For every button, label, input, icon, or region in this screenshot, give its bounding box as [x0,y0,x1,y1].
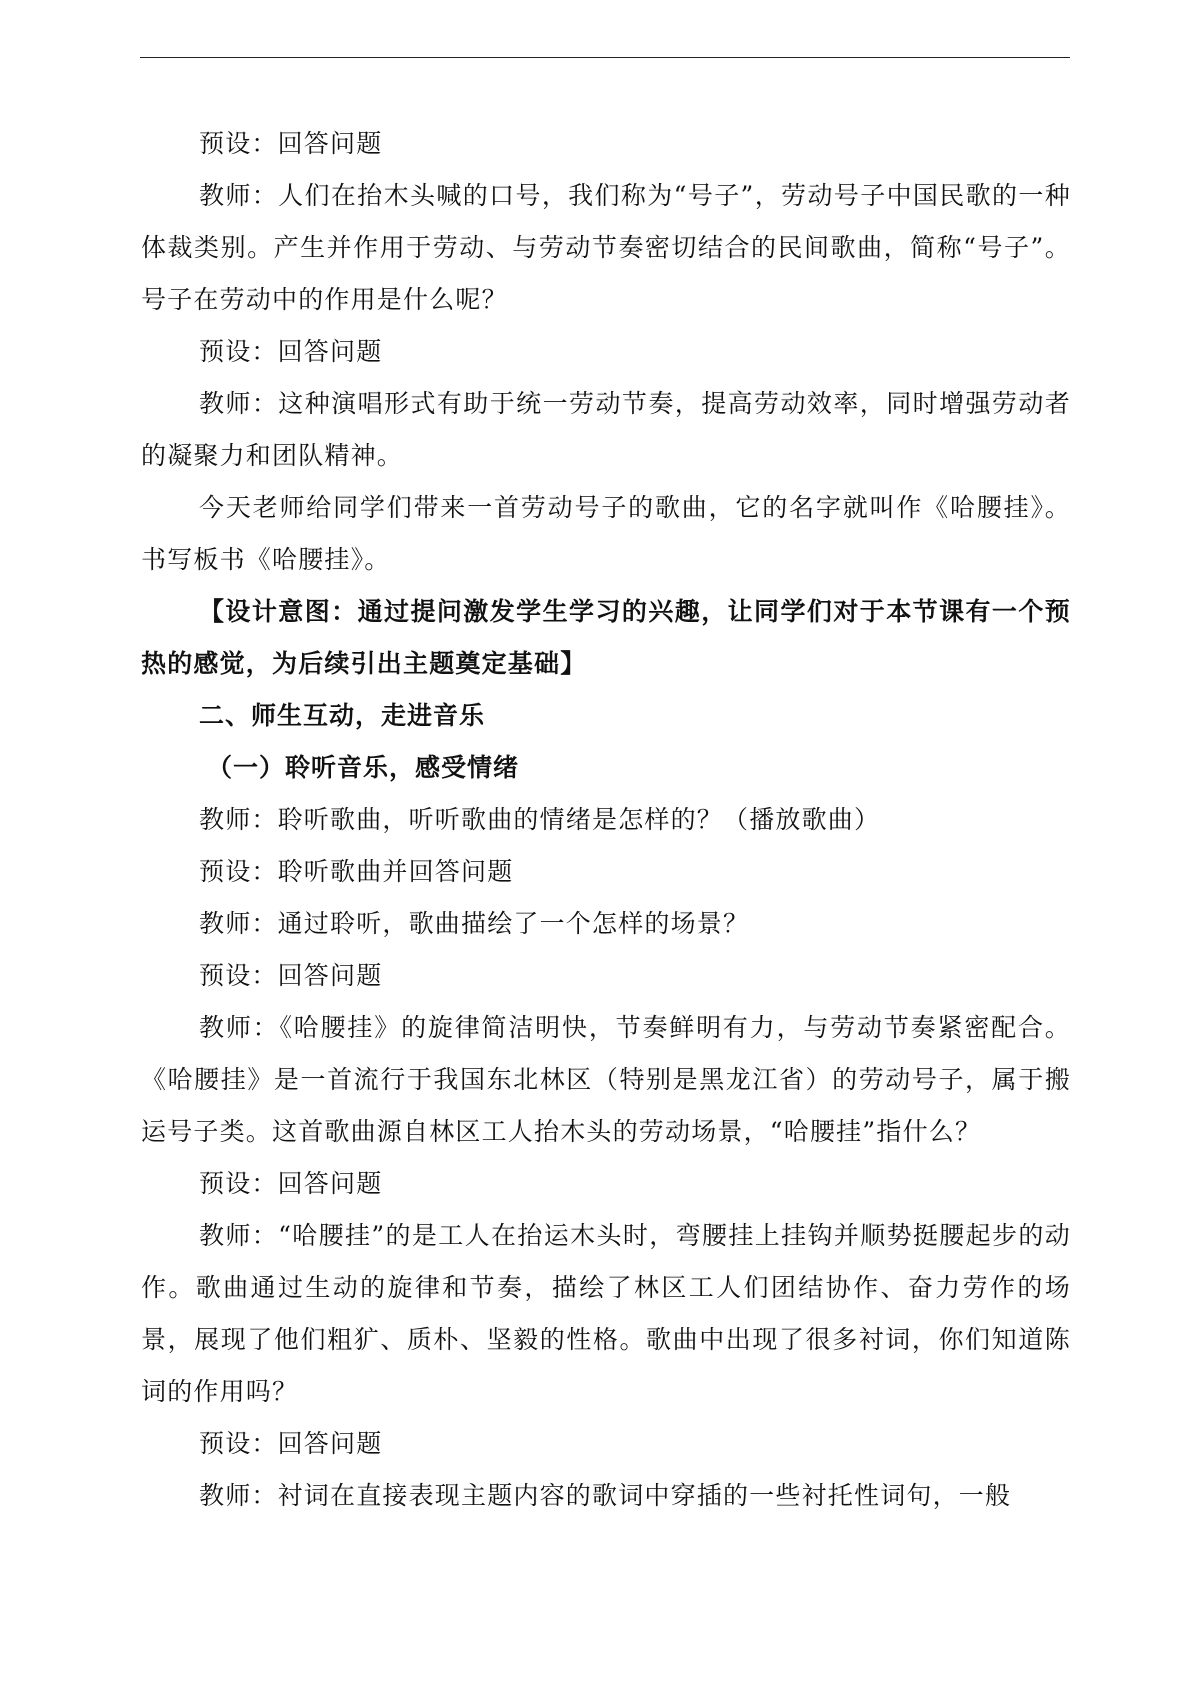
paragraph-teacher-haozi-function: 教师：这种演唱形式有助于统一劳动节奏，提高劳动效率，同时增强劳动者的凝聚力和团队精神。 [141,389,1071,470]
paragraph-preset-answer: 预设：回答问题 [199,337,383,366]
paragraph-preset-listen-answer: 预设：聆听歌曲并回答问题 [199,857,514,886]
paragraph-preset-answer: 预设：回答问题 [199,1169,383,1198]
paragraph-preset-answer: 预设：回答问题 [199,1429,383,1458]
paragraph-preset-answer: 预设：回答问题 [199,129,383,158]
subsection-heading-listen: （一）聆听音乐，感受情绪 [207,753,520,782]
paragraph-teacher-haozi-definition: 教师：人们在抬木头喊的口号，我们称为“号子”，劳动号子中国民歌的一种体裁类别。产生并作用于劳动、与劳动节奏密切结合的民间歌曲，简称“号子”。号子在劳动中的作用是什么呢？ [141,181,1071,314]
paragraph-introduce-song: 今天老师给同学们带来一首劳动号子的歌曲，它的名字就叫作《哈腰挂》。书写板书《哈腰挂》。 [141,493,1071,574]
paragraph-teacher-hayaogua-meaning: 教师：“哈腰挂”的是工人在抬运木头时，弯腰挂上挂钩并顺势挺腰起步的动作。歌曲通过生动的旋律和节奏，描绘了林区工人们团结协作、奋力劳作的场景，展现了他们粗犷、质朴、坚毅的性格。歌曲中出现了很多衬词，你们知道陈词的作用吗？ [141,1221,1071,1406]
section-heading-interaction: 二、师生互动，走进音乐 [199,701,486,730]
header-rule [140,57,1070,58]
paragraph-preset-answer: 预设：回答问题 [199,961,383,990]
paragraph-teacher-listen: 教师：聆听歌曲，听听歌曲的情绪是怎样的？（播放歌曲） [199,805,881,834]
paragraph-teacher-song-description: 教师：《哈腰挂》的旋律简洁明快，节奏鲜明有力，与劳动节奏紧密配合。《哈腰挂》是一首流行于我国东北林区（特别是黑龙江省）的劳动号子，属于搬运号子类。这首歌曲源自林区工人抬木头的劳动场景，“哈腰挂”指什么？ [141,1013,1071,1146]
design-intent-note: 【设计意图：通过提问激发学生学习的兴趣，让同学们对于本节课有一个预热的感觉，为后续引出主题奠定基础】 [141,597,1071,678]
document-body [141,118,1071,1522]
paragraph-teacher-filler-words: 教师：衬词在直接表现主题内容的歌词中穿插的一些衬托性词句，一般 [199,1481,1012,1510]
paragraph-teacher-scene-question: 教师：通过聆听，歌曲描绘了一个怎样的场景？ [199,909,750,938]
